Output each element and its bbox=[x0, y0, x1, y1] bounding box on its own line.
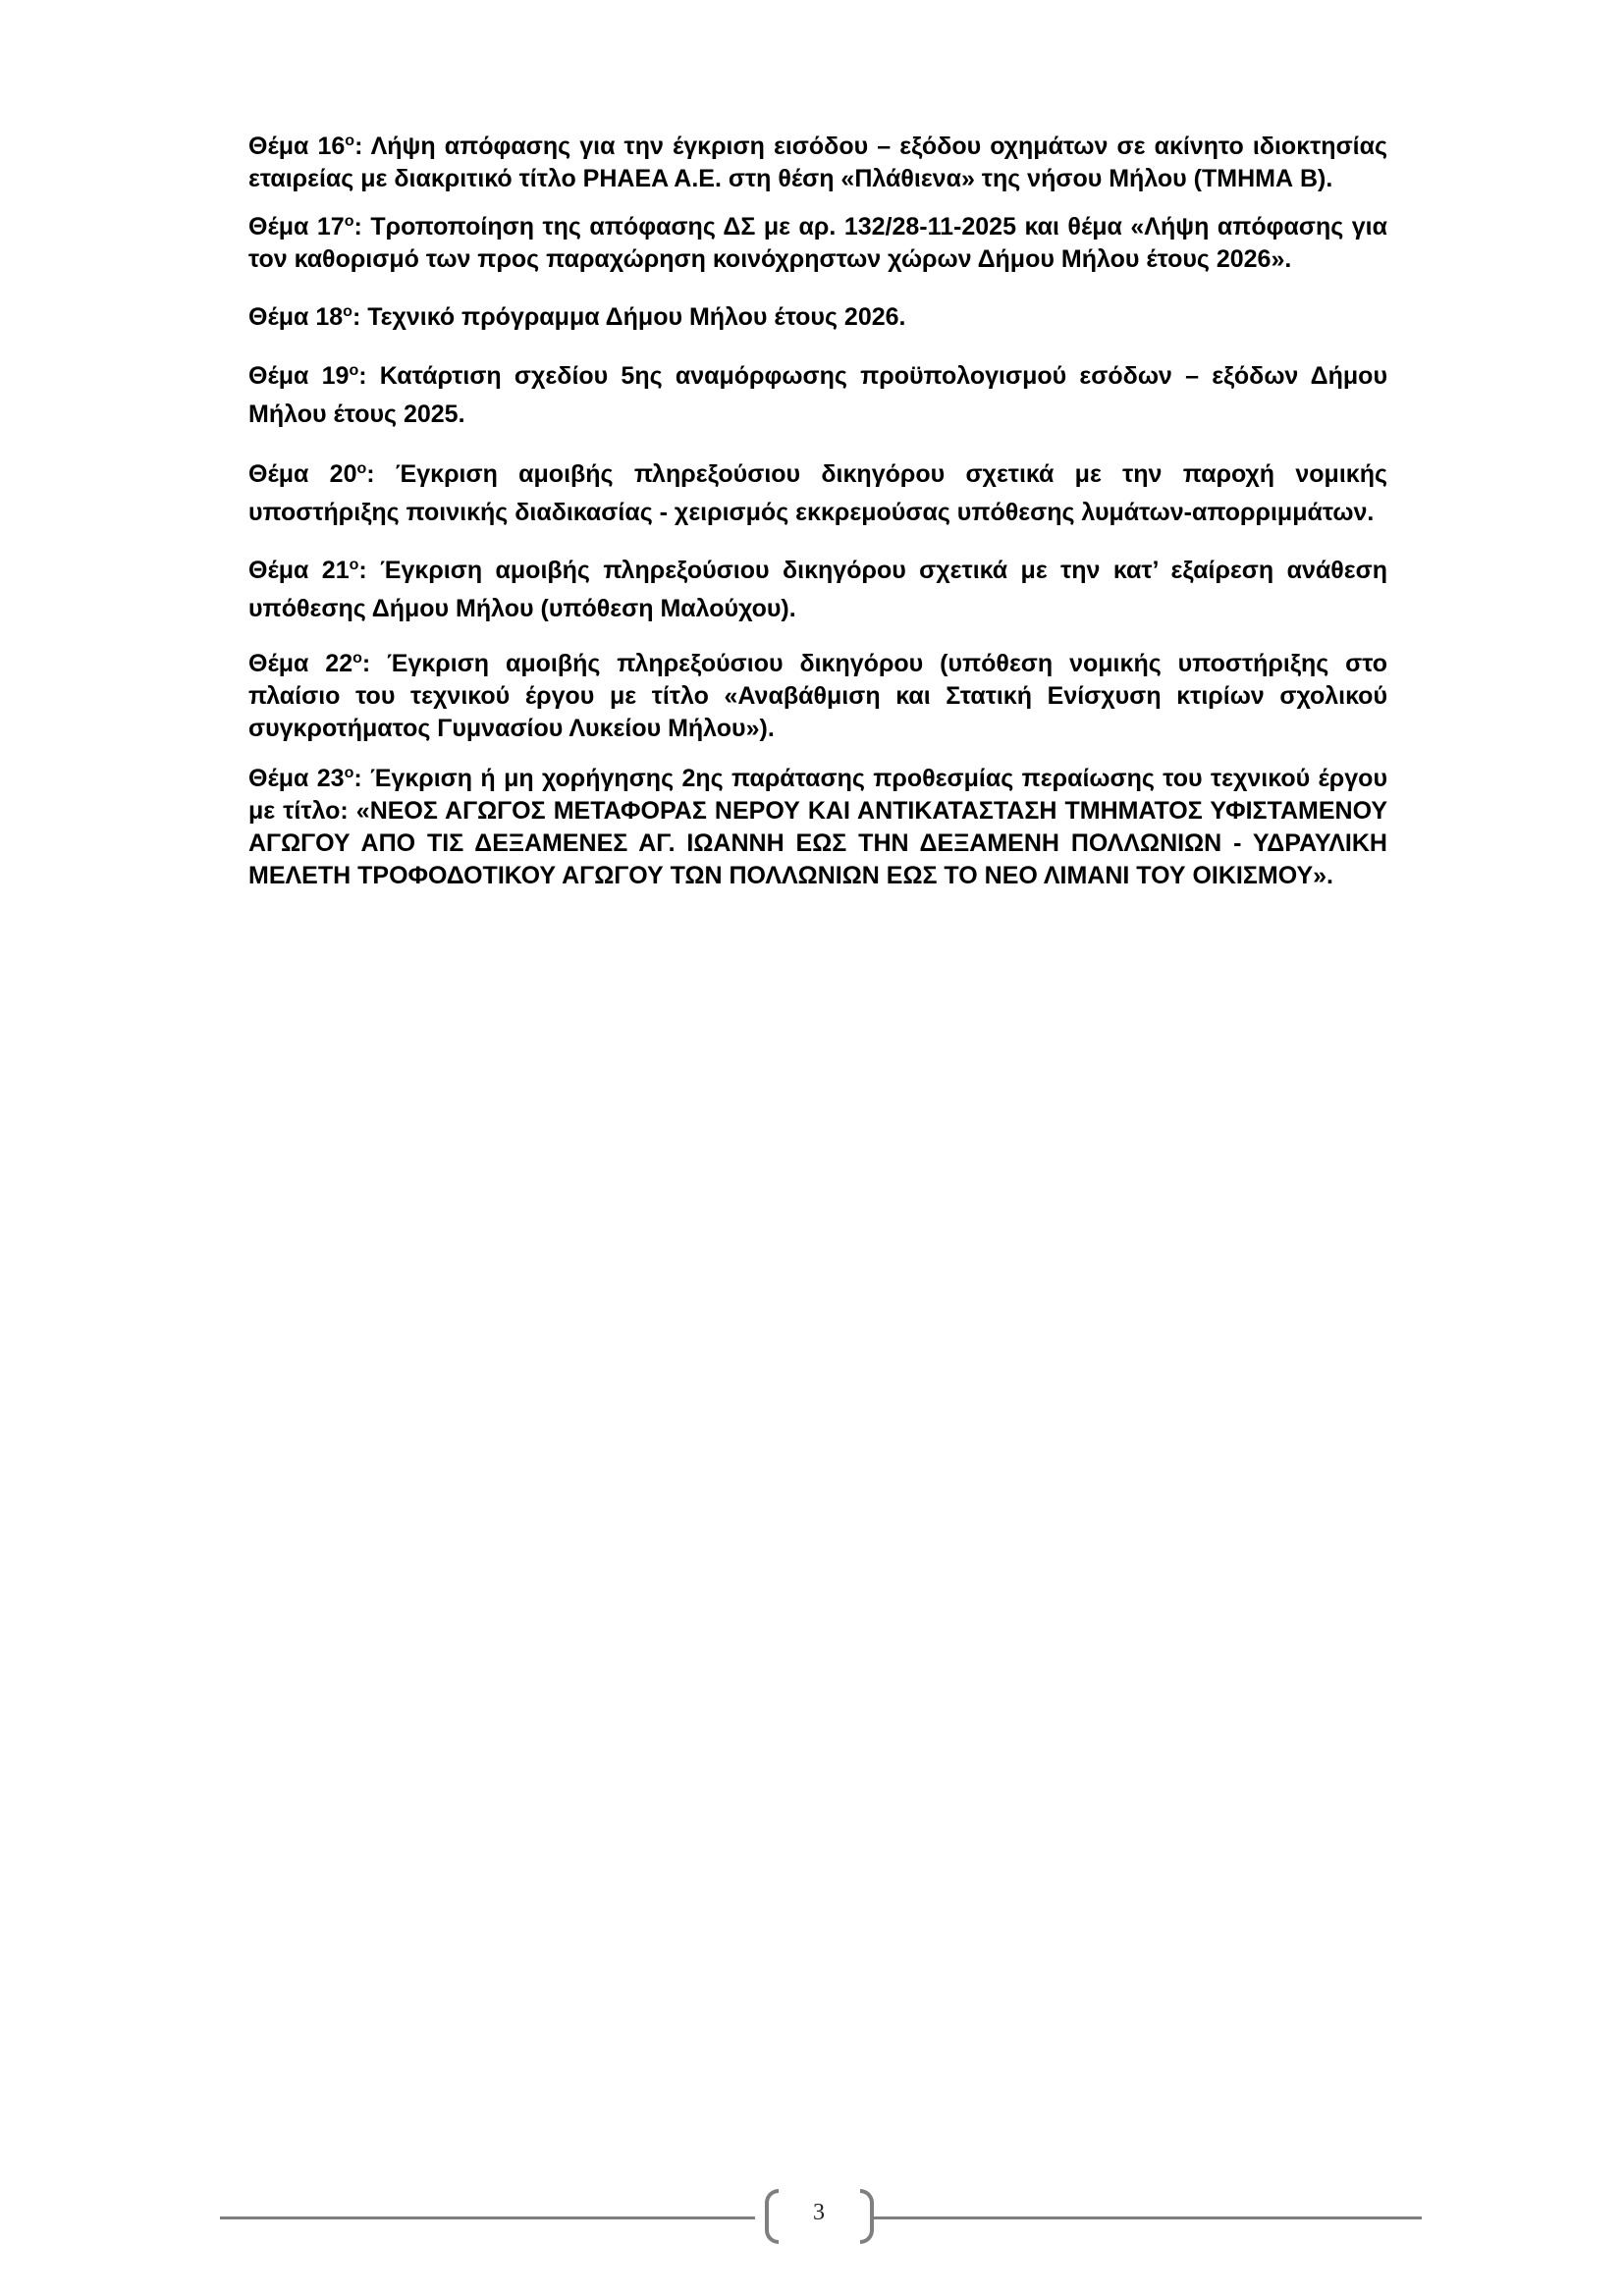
agenda-item-20 bbox=[248, 455, 1387, 532]
agenda-item-22 bbox=[248, 648, 1387, 745]
page-footer bbox=[220, 2181, 1422, 2250]
left-brace-icon bbox=[765, 2189, 779, 2244]
ordinal-suffix: ο bbox=[356, 460, 367, 477]
agenda-item-16 bbox=[248, 131, 1387, 195]
item-text: : Τεχνικό πρόγραμμα Δήμου Μήλου έτους 2026. bbox=[352, 303, 906, 331]
item-prefix: Θέμα 21 bbox=[248, 557, 350, 584]
ordinal-suffix: ο bbox=[349, 557, 359, 573]
item-prefix: Θέμα 22 bbox=[248, 650, 353, 677]
item-text: : Έγκριση ή μη χορήγησης 2ης παράτασης προθεσμίας περαίωσης του τεχνικού έργου με τίτλο: «ΝΕΟΣ ΑΓΩΓΟΣ ΜΕΤΑΦΟΡΑΣ ΝΕΡΟΥ ΚΑΙ ΑΝΤΙΚΑΤΑΣΤΑΣΗ ΤΜΗΜΑΤΟΣ ΥΦΙΣΤΑΜΕΝΟΥ ΑΓΩΓΟΥ ΑΠΟ ΤΙΣ ΔΕΞΑΜΕΝΕΣ ΑΓ. ΙΩΑΝΝΗ ΕΩΣ ΤΗΝ ΔΕΞΑΜΕΝΗ ΠΟΛΛΩΝΙΩΝ - ΥΔΡΑΥΛΙΚΗ ΜΕΛΕΤΗ ΤΡΟΦΟΔΟΤΙΚΟΥ ΑΓΩΓΟΥ ΤΩΝ ΠΟΛΛΩΝΙΩΝ ΕΩΣ ΤΟ ΝΕΟ ΛΙΜΑΝΙ ΤΟΥ ΟΙΚΙΣΜΟΥ». bbox=[248, 765, 1387, 889]
ordinal-suffix: ο bbox=[349, 362, 359, 379]
item-text: : Έγκριση αμοιβής πληρεξούσιου δικηγόρου σχετικά με την παροχή νομικής υποστήριξης ποινικής διαδικασίας - χειρισμός εκκρεμούσας υπόθεσης λυμάτων-απορριμμάτων. bbox=[248, 460, 1387, 526]
item-prefix: Θέμα 16 bbox=[248, 133, 346, 160]
agenda-item-18 bbox=[248, 301, 1387, 334]
ordinal-suffix: ο bbox=[344, 765, 354, 781]
agenda-item-21 bbox=[248, 552, 1387, 628]
ordinal-suffix: ο bbox=[345, 133, 355, 149]
ordinal-suffix: ο bbox=[344, 213, 354, 230]
agenda-item-19 bbox=[248, 357, 1387, 434]
footer-rule-right bbox=[874, 2216, 1422, 2219]
item-prefix: Θέμα 18 bbox=[248, 303, 344, 331]
agenda-items bbox=[248, 131, 1387, 892]
agenda-item-17 bbox=[248, 211, 1387, 276]
item-text: : Έγκριση αμοιβής πληρεξούσιου δικηγόρου σχετικά με την κατ’ εξαίρεση ανάθεση υπόθεσης Δήμου Μήλου (υπόθεση Μαλούχου). bbox=[248, 557, 1387, 622]
ordinal-suffix: ο bbox=[343, 303, 352, 320]
item-prefix: Θέμα 20 bbox=[248, 460, 357, 488]
item-text: : Λήψη απόφασης για την έγκριση εισόδου – εξόδου οχημάτων σε ακίνητο ιδιοκτησίας εταιρείας με διακριτικό τίτλο PHAEA A.E. στη θέση «Πλάθιενα» της νήσου Μήλου (ΤΜΗΜΑ Β). bbox=[248, 133, 1387, 192]
item-text: : Έγκριση αμοιβής πληρεξούσιου δικηγόρου (υπόθεση νομικής υποστήριξης στο πλαίσιο του τεχνικού έργου με τίτλο «Αναβάθμιση και Στατική Ενίσχυση κτιρίων σχολικού συγκροτήματος Γυμνασίου Λυκείου Μήλου»). bbox=[248, 650, 1387, 742]
right-brace-icon bbox=[860, 2189, 874, 2244]
item-prefix: Θέμα 23 bbox=[248, 765, 345, 792]
page-number: 3 bbox=[813, 2200, 825, 2225]
ordinal-suffix: ο bbox=[352, 650, 362, 667]
item-prefix: Θέμα 19 bbox=[248, 362, 350, 390]
item-text: : Κατάρτιση σχεδίου 5ης αναμόρφωσης προϋπολογισμού εσόδων – εξόδων Δήμου Μήλου έτους 2025. bbox=[248, 362, 1387, 428]
agenda-item-23 bbox=[248, 763, 1387, 892]
item-text: : Τροποποίηση της απόφασης ΔΣ με αρ. 132/28-11-2025 και θέμα «Λήψη απόφασης για τον καθορισμό των προς παραχώρηση κοινόχρηστων χώρων Δήμου Μήλου έτους 2026». bbox=[248, 213, 1387, 273]
item-prefix: Θέμα 17 bbox=[248, 213, 345, 240]
footer-rule-left bbox=[220, 2216, 755, 2219]
